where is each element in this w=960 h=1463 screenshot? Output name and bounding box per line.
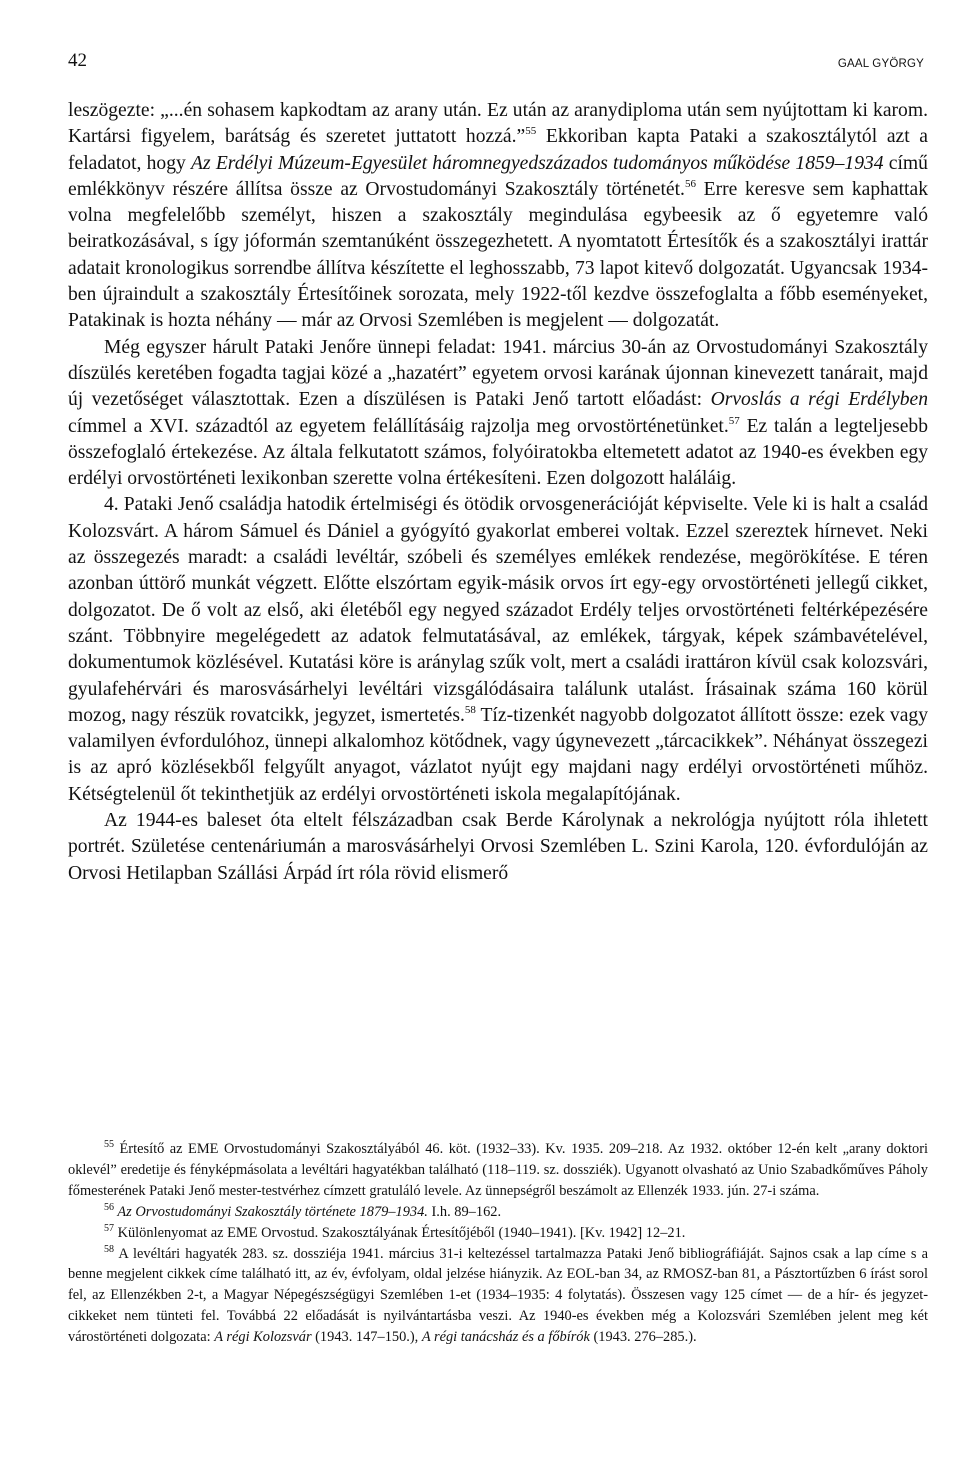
footnote-57	[68, 1223, 928, 1244]
running-head: GAAL GYÖRGY	[837, 58, 924, 70]
footnote-number: 56	[104, 1201, 114, 1213]
footnote-text: A levéltári hagyaték 283. sz. dossziéja 1941. március 31-i keltezéssel tartalmazza Pataki Jenő bibliográfiáját. Sajnos csak a lap címe s a benne megjelent cikkek címe található itt, az év, évfolyam, oldal jelzése hiányzik. Az EOL-ban 34, az RMOSZ-ban 81, a Pásztortűzben 6 írást sorol fel, az Ellenzékben 2-t, a Magyar Népegészségügyi Szemlében 1-et (1934–1935: 4 folytatás). Összesen vagy 125 címet — de a hír- és jegyzet-cikkeket nem tünteti fel. Továbbá 22 előadását is nyilvántartásba veszi. Az 1940-es években még a Kolozsvári Szemlében jelent meg két várostörténeti dolgozata:	[68, 1245, 928, 1346]
text-span: Ekkoriban kapta Pataki a szakosztálytól azt a feladatot, hogy	[68, 126, 928, 174]
footnote-text: (1943. 276–285.).	[589, 1329, 697, 1346]
footnote-ref-57[interactable]: 57	[728, 414, 740, 427]
footnote-number: 57	[104, 1222, 114, 1234]
text-span: Erre keresve sem kaphattak volna megfelelőbb személyt, hiszen a szakosztály megindulása egybeesik az ő egyetemre való beiratkozásával, s így jóformán szemtanúként összegezhetett. A nyomtatott Értesítők és a szakosztályi irattár adatait kronologikus sorrendbe állítva készítette el leghosszabb, 73 lapot kitevő dolgozatát. Ugyancsak 1934-ben újraindult a szakosztály Értesítőinek sorozata, mely 1922-től kezdve összefoglalta a főbb eseményeket, Patakinak is hozta néhány — már az Orvosi Szemlében is megjelent — dolgozatát.	[68, 178, 928, 332]
body-text	[68, 98, 928, 887]
book-title: Az Erdélyi Múzeum-Egyesület háromnegyedszázados tudományos működése 1859–1934	[191, 152, 884, 174]
text-span: Az 1944-es baleset óta eltelt félszázadban csak Berde Károlynak a nekrológja nyújtott róla ihletett portrét. Születése centenáriumán a marosvásárhelyi Orvosi Szemlében L. Szini Karola, 120. évfordulóján az Orvosi Hetilapban Szállási Árpád írt róla rövid elismerő	[68, 810, 928, 884]
paragraph-1	[68, 98, 928, 335]
footnote-title: A régi Kolozsvár	[214, 1329, 312, 1346]
paragraph-3	[68, 492, 928, 808]
footnote-title: Az Orvostudományi Szakosztály története 1879–1934.	[114, 1203, 428, 1220]
text-span: című emlékkönyv részére állítsa össze az Orvostudományi Szakosztály történetét.	[68, 152, 928, 200]
text-span: címmel a XVI. századtól az egyetem felállításáig rajzolja meg orvostörténetünket.	[68, 415, 729, 437]
page-number: 42	[68, 50, 87, 71]
footnote-ref-55[interactable]: 55	[525, 125, 537, 138]
footnote-55	[68, 1139, 928, 1202]
footnote-56	[68, 1202, 928, 1223]
lecture-title: Orvoslás a régi Erdélyben	[710, 389, 928, 411]
footnote-58	[68, 1244, 928, 1349]
text-span: leszögezte: „...én sohasem kapkodtam az arany után. Ez után az aranydiploma után sem nyújtottam ki karom. Kartársi figyelem, barátság és szeretet juttatott hozzá.”	[68, 100, 928, 148]
footnote-ref-58[interactable]: 58	[464, 703, 476, 716]
footnote-text: I.h. 89–162.	[427, 1203, 502, 1220]
text-span: Tíz-tizenkét nagyobb dolgozatot állított össze: ezek vagy valamilyen évfordulóhoz, ünnepi alkalomhoz kötődnek, vagy úgynevezett „tárcacikkek”. Néhányat összegezi is az apró közlésekből felgyűlt anyagot, vázlatot nyújt egy majdani nagy erdélyi orvostörténeti műhöz. Kétségtelenül őt tekinthetjük az erdélyi orvostörténeti iskola megalapítójának.	[68, 704, 928, 805]
paragraph-4	[68, 808, 928, 887]
footnotes	[68, 1139, 928, 1348]
footnote-number: 58	[104, 1243, 114, 1255]
footnote-text: Értesítő az EME Orvostudományi Szakosztályából 46. köt. (1932–33). Kv. 1935. 209–218. Az 1932. október 12-én kelt „arany doktori oklevél” eredetije és fényképmásolata a levéltári hagyatékban található (118–119. sz. dossziék). Ugyanott olvasható az Unio Szabadkőműves Páholy főmesterének Pataki Jenő mester-testvérhez címzett gratuláló levele. Az ünnepségről beszámolt az Ellenzék 1933. jún. 27-i száma.	[68, 1141, 928, 1199]
footnote-title: A régi tanácsház és a főbírók	[421, 1329, 590, 1346]
footnote-text: (1943. 147–150.),	[311, 1329, 422, 1346]
footnote-ref-56[interactable]: 56	[684, 177, 696, 190]
footnote-text: Különlenyomat az EME Orvostud. Szakosztályának Értesítőjéből (1940–1941). [Kv. 1942] 12–21.	[114, 1224, 686, 1241]
text-span: Ez talán a legteljesebb összefoglaló értekezése. Az általa felkutatott számos, folyóiratokba eltemetett adatot az 1940-es években egy erdélyi orvostörténeti lexikonban szerette volna értékesíteni. Ezen dolgozott haláláig.	[68, 415, 928, 490]
text-span: Még egyszer hárult Pataki Jenőre ünnepi feladat: 1941. március 30-án az Orvostudományi Szakosztály díszülés keretében fogadta tagjai közé a „hazatért” egyetem orvosi karának újonnan kinevezett tanárait, majd új vezetőséget választottak. Ezen a díszülésen is Pataki Jenő tartott előadást:	[68, 336, 928, 411]
paragraph-2	[68, 335, 928, 493]
text-span: 4. Pataki Jenő családja hatodik értelmiségi és ötödik orvosgenerációját képviselte. Vele ki is halt a család Kolozsvárt. A három Sámuel és Dániel a gyógyító gyakorlat emberei voltak. Ezzel szereztek hírnevet. Neki az összegezés maradt: a családi levéltár, szóbeli és személyes emlékek rendezése, megörökítése. E téren azonban úttörő munkát végzett. Előtte elszórtam egyik-másik orvos írt egy-egy orvostörténeti jellegű cikket, dolgozatot. De ő volt az első, aki életéből egy negyed századot Erdély teljes orvostörténeti feltérképezésére szánt. Többnyire megelégedett az adatok felmutatásával, az emlékek, tárgyak, képek számbavételével, dokumentumok közlésével. Kutatási köre is aránylag szűk volt, mert a családi irattáron kívül csak kolozsvári, gyulafehérvári és marosvásárhelyi levéltári vizsgálódásaira találunk utalást. Írásainak száma 160 körül mozog, nagy részük rovatcikk, jegyzet, ismertetés.	[68, 494, 928, 726]
footnote-number: 55	[104, 1139, 114, 1150]
